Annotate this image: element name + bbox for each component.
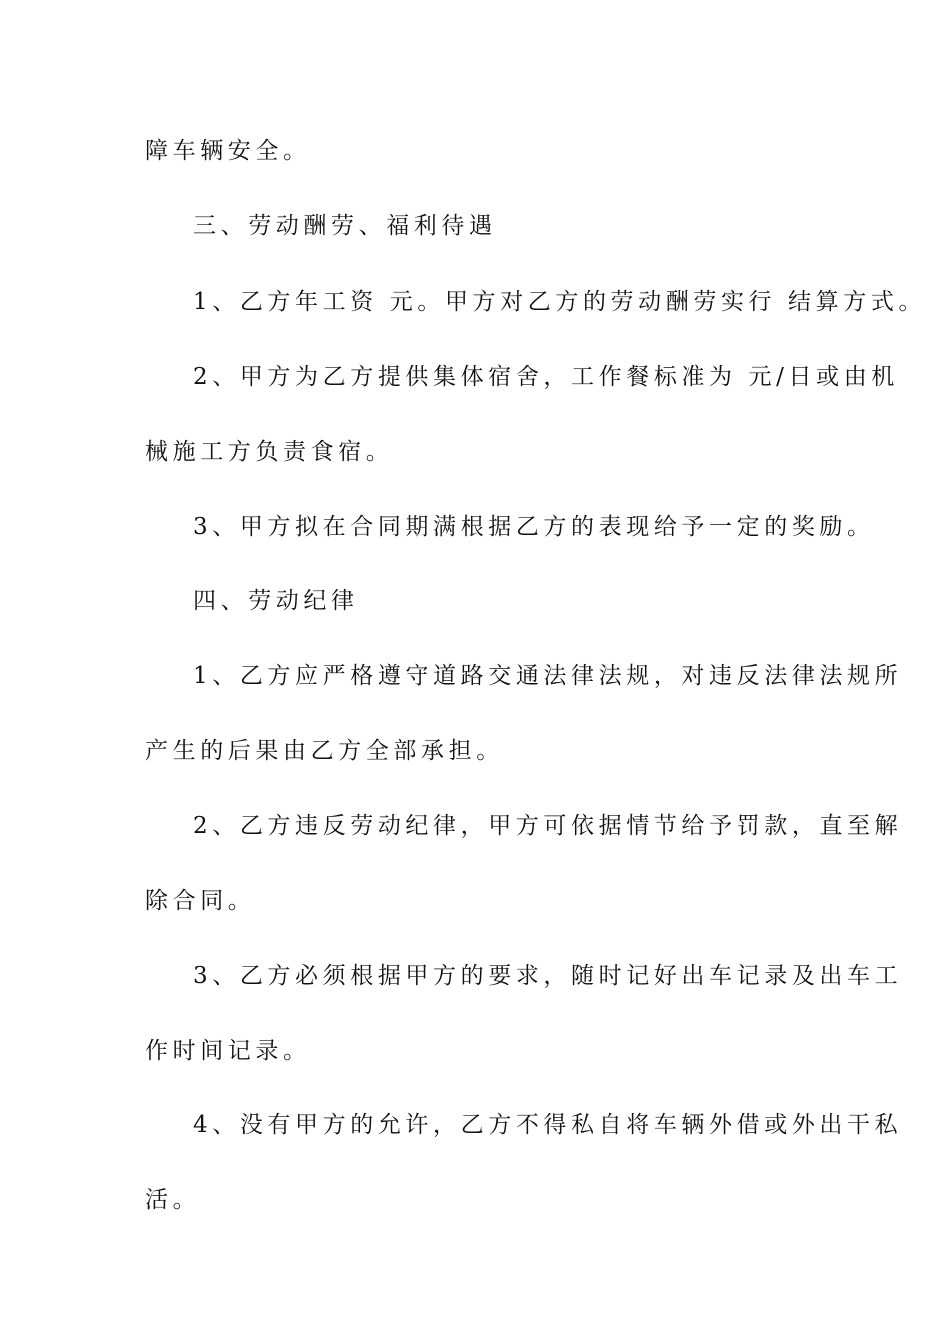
paragraph-line: 除合同。 [145,888,256,914]
paragraph-line: 1、乙方年工资 元。甲方对乙方的劳动酬劳实行 结算方式。 [193,289,927,315]
paragraph-line: 作时间记录。 [145,1038,311,1064]
paragraph-line: 2、乙方违反劳动纪律，甲方可依据情节给予罚款，直至解 [193,813,903,839]
section-heading: 四、劳动纪律 [193,588,359,614]
paragraph-line: 产生的后果由乙方全部承担。 [145,738,504,764]
paragraph-line: 3、乙方必须根据甲方的要求，随时记好出车记录及出车工 [193,963,903,989]
paragraph-line: 活。 [145,1187,201,1213]
paragraph-line: 障车辆安全。 [145,138,311,164]
paragraph-line: 械施工方负责食宿。 [145,439,394,465]
paragraph-line: 3、甲方拟在合同期满根据乙方的表现给予一定的奖励。 [193,514,875,540]
paragraph-line: 4、没有甲方的允许，乙方不得私自将车辆外借或外出干私 [193,1112,903,1138]
paragraph-line: 2、甲方为乙方提供集体宿舍，工作餐标准为 元/日或由机 [193,364,899,390]
section-heading: 三、劳动酬劳、福利待遇 [193,213,497,239]
paragraph-line: 1、乙方应严格遵守道路交通法律法规，对违反法律法规所 [193,663,903,689]
